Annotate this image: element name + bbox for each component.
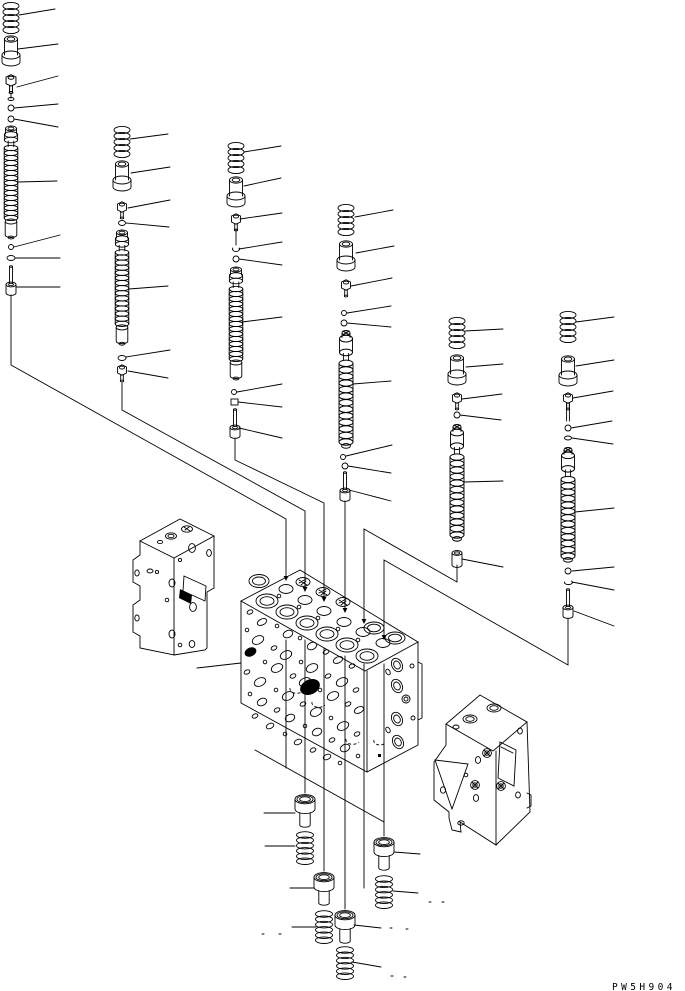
mount-spring: [337, 947, 354, 980]
valve-section-assembly-6: [559, 311, 614, 626]
socket-plug: [227, 177, 245, 207]
section-spring: [338, 204, 354, 235]
socket-plug: [559, 356, 577, 386]
threaded-bore: [296, 578, 310, 587]
right-end-cover: [434, 695, 531, 845]
spool-spring-assembly: [561, 448, 575, 563]
spool-spring-assembly: [4, 126, 18, 239]
mount-bolt: [314, 873, 334, 906]
leader-lines: [126, 134, 170, 378]
snap-ring: [564, 581, 572, 585]
check-poppet: [453, 393, 462, 410]
o-ring: [454, 412, 460, 418]
mounting-hardware: [264, 795, 420, 980]
valve-section-assembly-5: [448, 317, 503, 567]
spool-spring-assembly: [229, 267, 243, 380]
leader-lines: [346, 210, 394, 501]
o-ring: [8, 116, 14, 122]
ball: [565, 568, 571, 574]
mount-bolt: [374, 838, 394, 871]
poppet-stem: [567, 403, 570, 421]
section-spring: [114, 126, 130, 157]
ball: [9, 245, 14, 250]
ball: [232, 390, 237, 395]
mount-bolt: [295, 795, 315, 828]
o-ring: [342, 463, 348, 469]
check-poppet: [6, 75, 16, 94]
valve-section-assembly-4: [337, 204, 394, 501]
pilot-boss: [471, 781, 480, 790]
section-spring: [3, 2, 19, 33]
drawing-code: PW5H904: [612, 982, 676, 991]
washer: [565, 436, 572, 440]
mount-spring: [376, 876, 393, 909]
o-ring: [233, 256, 239, 262]
socket-plug: [113, 161, 131, 191]
socket-plug: [337, 241, 355, 271]
washer: [118, 356, 126, 361]
leader-lines: [14, 9, 60, 287]
socket-plug: [448, 355, 466, 385]
threaded-bore: [316, 588, 330, 597]
mount-bolt: [335, 911, 355, 944]
assembly-axis-lines: [11, 295, 568, 909]
washer: [7, 256, 15, 261]
reference-dots: [262, 902, 444, 977]
ball: [342, 311, 347, 316]
o-ring: [8, 105, 14, 111]
pilot-boss: [497, 782, 506, 791]
body-leader-line: [197, 663, 241, 668]
snap-ring: [233, 248, 240, 252]
main-valve-body: [241, 570, 422, 772]
pilot-fitting: [118, 365, 127, 382]
front-face-ports: [243, 609, 364, 765]
spool-spring-assembly: [450, 425, 464, 542]
valve-section-assembly-2: [113, 126, 170, 382]
retainer-rod: [230, 409, 240, 439]
leader-lines: [264, 813, 420, 967]
shim: [231, 399, 238, 405]
mount-spring: [297, 832, 314, 865]
retainer-rod: [6, 266, 16, 296]
o-ring: [341, 320, 347, 326]
check-poppet: [232, 214, 241, 231]
retainer-rod: [340, 472, 350, 502]
socket-plug: [2, 36, 20, 66]
o-ring: [565, 425, 571, 431]
section-spring: [449, 317, 465, 348]
section-spring: [560, 311, 576, 342]
leader-lines: [237, 146, 282, 438]
valve-section-assembly-1: [2, 2, 60, 295]
left-end-cover: [133, 519, 214, 655]
o-ring: [119, 221, 126, 226]
check-poppet: [118, 202, 127, 219]
leader-lines: [571, 317, 614, 626]
pilot-boss: [483, 749, 492, 758]
spool-spring-assembly: [115, 230, 129, 345]
mount-spring: [316, 911, 333, 944]
check-poppet: [342, 280, 351, 297]
threaded-bore: [336, 598, 350, 607]
ball: [341, 455, 346, 460]
section-spring: [228, 142, 244, 173]
check-poppet: [564, 393, 573, 410]
spool-spring-assembly: [339, 331, 353, 449]
leader-lines: [460, 329, 503, 567]
right-face-bores: [374, 656, 415, 757]
retainer-rod: [563, 589, 573, 619]
valve-section-assembly-3: [227, 142, 282, 438]
